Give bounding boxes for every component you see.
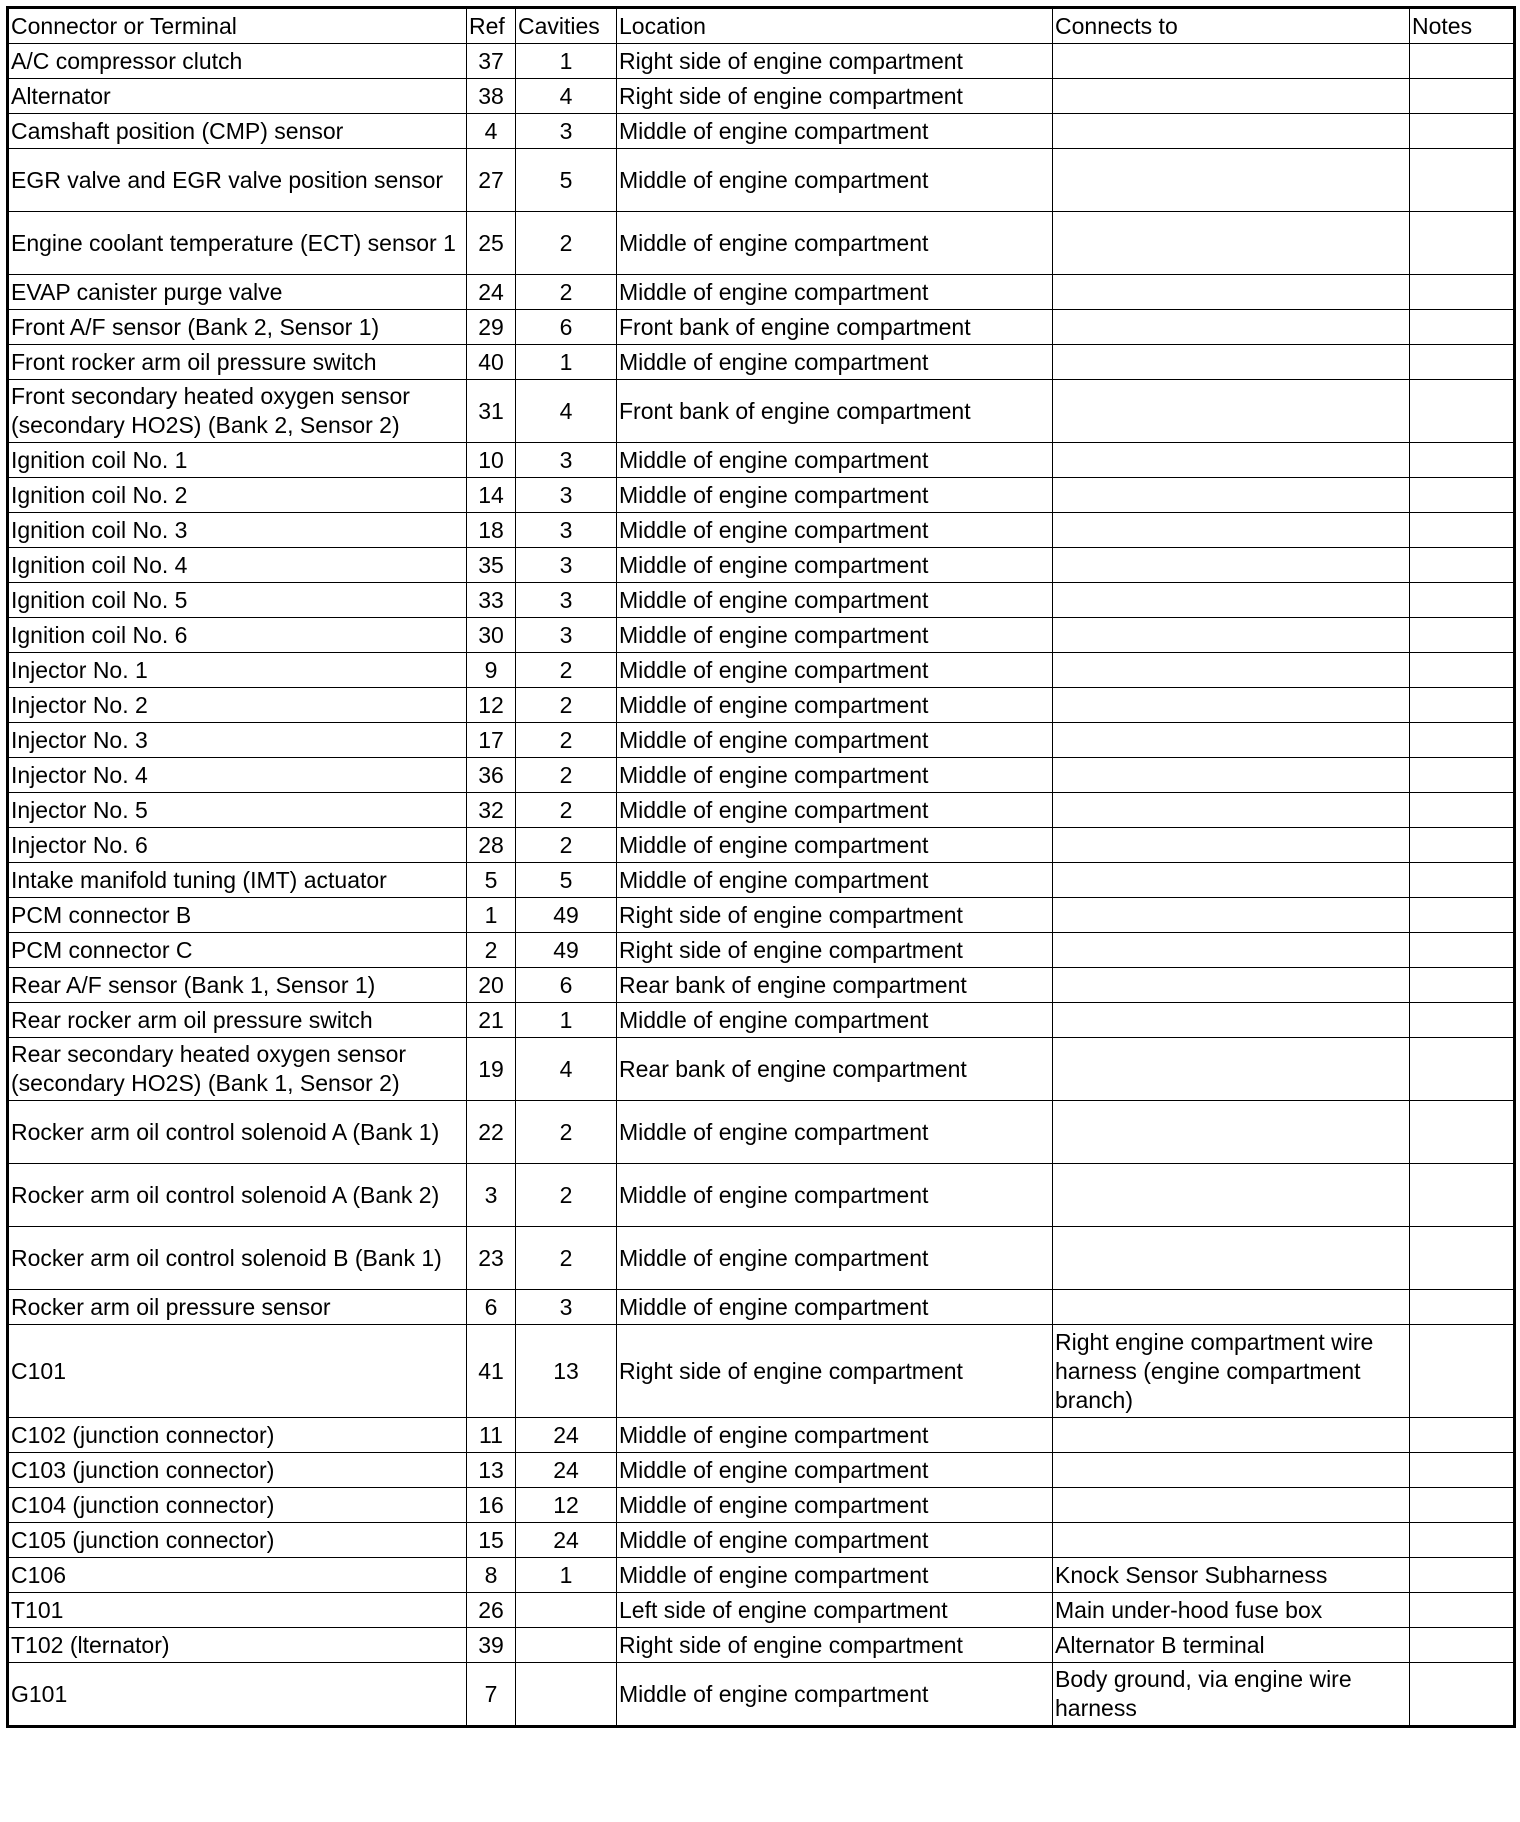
- cell-connects-to: [1053, 44, 1410, 79]
- cell-notes: [1410, 793, 1515, 828]
- cell-connects-to: [1053, 968, 1410, 1003]
- table-row: [8, 1593, 1515, 1628]
- cell-ref: 9: [467, 653, 516, 688]
- cell-location: Middle of engine compartment: [617, 1523, 1053, 1558]
- table-row: [8, 1003, 1515, 1038]
- table-row: [8, 933, 1515, 968]
- cell-connector: Rear rocker arm oil pressure switch: [8, 1003, 467, 1038]
- cell-notes: [1410, 1325, 1515, 1418]
- cell-location: Middle of engine compartment: [617, 114, 1053, 149]
- cell-connector: Front A/F sensor (Bank 2, Sensor 1): [8, 310, 467, 345]
- cell-location: Right side of engine compartment: [617, 1628, 1053, 1663]
- cell-notes: [1410, 478, 1515, 513]
- cell-cavities: 2: [516, 688, 617, 723]
- cell-notes: [1410, 44, 1515, 79]
- cell-cavities: 1: [516, 44, 617, 79]
- cell-connects-to: [1053, 758, 1410, 793]
- cell-notes: [1410, 653, 1515, 688]
- cell-connects-to: [1053, 1227, 1410, 1290]
- table-row: [8, 1038, 1515, 1101]
- table-row: [8, 149, 1515, 212]
- cell-connects-to: [1053, 79, 1410, 114]
- cell-ref: 17: [467, 723, 516, 758]
- cell-notes: [1410, 723, 1515, 758]
- cell-cavities: 2: [516, 212, 617, 275]
- cell-connector: Ignition coil No. 6: [8, 618, 467, 653]
- cell-notes: [1410, 1164, 1515, 1227]
- cell-connector: C106: [8, 1558, 467, 1593]
- cell-ref: 28: [467, 828, 516, 863]
- cell-location: Middle of engine compartment: [617, 688, 1053, 723]
- cell-connector: A/C compressor clutch: [8, 44, 467, 79]
- cell-connector: Rear secondary heated oxygen sensor (secondary HO2S) (Bank 1, Sensor 2): [8, 1038, 467, 1101]
- cell-notes: [1410, 1593, 1515, 1628]
- table-row: [8, 513, 1515, 548]
- cell-location: Middle of engine compartment: [617, 1164, 1053, 1227]
- table-row: [8, 44, 1515, 79]
- cell-cavities: 4: [516, 380, 617, 443]
- table-row: [8, 723, 1515, 758]
- cell-cavities: 6: [516, 968, 617, 1003]
- cell-notes: [1410, 1418, 1515, 1453]
- cell-connects-to: [1053, 1003, 1410, 1038]
- cell-ref: 35: [467, 548, 516, 583]
- cell-notes: [1410, 933, 1515, 968]
- cell-location: Middle of engine compartment: [617, 793, 1053, 828]
- cell-notes: [1410, 548, 1515, 583]
- table-row: [8, 828, 1515, 863]
- cell-notes: [1410, 1003, 1515, 1038]
- table-row: [8, 275, 1515, 310]
- table-row: [8, 548, 1515, 583]
- header-connects-to: Connects to: [1053, 8, 1410, 44]
- cell-ref: 20: [467, 968, 516, 1003]
- cell-connector: Ignition coil No. 5: [8, 583, 467, 618]
- cell-connector: C105 (junction connector): [8, 1523, 467, 1558]
- cell-connects-to: [1053, 149, 1410, 212]
- cell-location: Middle of engine compartment: [617, 1558, 1053, 1593]
- cell-cavities: 2: [516, 1227, 617, 1290]
- cell-ref: 3: [467, 1164, 516, 1227]
- cell-location: Front bank of engine compartment: [617, 380, 1053, 443]
- cell-ref: 1: [467, 898, 516, 933]
- cell-connector: Injector No. 2: [8, 688, 467, 723]
- table-row: [8, 478, 1515, 513]
- table-row: [8, 1523, 1515, 1558]
- cell-connector: PCM connector B: [8, 898, 467, 933]
- cell-cavities: [516, 1628, 617, 1663]
- table-row: [8, 1290, 1515, 1325]
- cell-location: Middle of engine compartment: [617, 513, 1053, 548]
- table-row: [8, 443, 1515, 478]
- cell-notes: [1410, 212, 1515, 275]
- cell-ref: 36: [467, 758, 516, 793]
- cell-location: Middle of engine compartment: [617, 1453, 1053, 1488]
- cell-connector: Alternator: [8, 79, 467, 114]
- cell-connector: Rear A/F sensor (Bank 1, Sensor 1): [8, 968, 467, 1003]
- cell-notes: [1410, 1101, 1515, 1164]
- cell-connects-to: Right engine compartment wire harness (engine compartment branch): [1053, 1325, 1410, 1418]
- cell-notes: [1410, 513, 1515, 548]
- cell-connects-to: [1053, 583, 1410, 618]
- cell-cavities: 49: [516, 933, 617, 968]
- cell-connector: T101: [8, 1593, 467, 1628]
- cell-cavities: 3: [516, 478, 617, 513]
- cell-notes: [1410, 583, 1515, 618]
- cell-connector: C103 (junction connector): [8, 1453, 467, 1488]
- cell-connector: Ignition coil No. 2: [8, 478, 467, 513]
- table-row: [8, 1164, 1515, 1227]
- cell-connects-to: [1053, 1418, 1410, 1453]
- cell-location: Right side of engine compartment: [617, 44, 1053, 79]
- cell-notes: [1410, 310, 1515, 345]
- cell-location: Right side of engine compartment: [617, 898, 1053, 933]
- cell-connects-to: [1053, 898, 1410, 933]
- cell-connector: Ignition coil No. 1: [8, 443, 467, 478]
- cell-connector: C102 (junction connector): [8, 1418, 467, 1453]
- table-row: [8, 380, 1515, 443]
- table-row: [8, 79, 1515, 114]
- cell-connector: Injector No. 5: [8, 793, 467, 828]
- cell-cavities: 2: [516, 1164, 617, 1227]
- cell-notes: [1410, 1558, 1515, 1593]
- cell-connects-to: [1053, 688, 1410, 723]
- cell-location: Middle of engine compartment: [617, 1488, 1053, 1523]
- cell-connects-to: Knock Sensor Subharness: [1053, 1558, 1410, 1593]
- table-row: [8, 583, 1515, 618]
- table-row: [8, 1453, 1515, 1488]
- cell-cavities: 3: [516, 443, 617, 478]
- cell-notes: [1410, 758, 1515, 793]
- cell-location: Rear bank of engine compartment: [617, 1038, 1053, 1101]
- table-row: [8, 114, 1515, 149]
- cell-ref: 4: [467, 114, 516, 149]
- cell-connects-to: [1053, 1523, 1410, 1558]
- cell-cavities: 3: [516, 1290, 617, 1325]
- cell-notes: [1410, 275, 1515, 310]
- table-row: [8, 1663, 1515, 1727]
- cell-ref: 32: [467, 793, 516, 828]
- cell-connects-to: [1053, 548, 1410, 583]
- cell-ref: 29: [467, 310, 516, 345]
- cell-location: Middle of engine compartment: [617, 828, 1053, 863]
- cell-cavities: 3: [516, 114, 617, 149]
- cell-cavities: 2: [516, 828, 617, 863]
- cell-connects-to: [1053, 1101, 1410, 1164]
- cell-notes: [1410, 1628, 1515, 1663]
- header-cavities: Cavities: [516, 8, 617, 44]
- cell-ref: 38: [467, 79, 516, 114]
- cell-connector: EGR valve and EGR valve position sensor: [8, 149, 467, 212]
- cell-notes: [1410, 114, 1515, 149]
- cell-connector: Camshaft position (CMP) sensor: [8, 114, 467, 149]
- cell-ref: 7: [467, 1663, 516, 1727]
- cell-location: Right side of engine compartment: [617, 79, 1053, 114]
- cell-notes: [1410, 898, 1515, 933]
- cell-connects-to: [1053, 1453, 1410, 1488]
- cell-connector: Engine coolant temperature (ECT) sensor 1: [8, 212, 467, 275]
- cell-connects-to: [1053, 793, 1410, 828]
- table-row: [8, 653, 1515, 688]
- cell-notes: [1410, 1453, 1515, 1488]
- cell-cavities: 3: [516, 583, 617, 618]
- cell-ref: 40: [467, 345, 516, 380]
- cell-cavities: 1: [516, 345, 617, 380]
- cell-ref: 39: [467, 1628, 516, 1663]
- cell-notes: [1410, 443, 1515, 478]
- cell-connector: Intake manifold tuning (IMT) actuator: [8, 863, 467, 898]
- cell-connects-to: [1053, 863, 1410, 898]
- cell-connector: Rocker arm oil control solenoid A (Bank 1): [8, 1101, 467, 1164]
- cell-location: Middle of engine compartment: [617, 618, 1053, 653]
- cell-cavities: 2: [516, 723, 617, 758]
- cell-location: Middle of engine compartment: [617, 1290, 1053, 1325]
- cell-connector: PCM connector C: [8, 933, 467, 968]
- cell-connects-to: [1053, 1290, 1410, 1325]
- cell-cavities: 3: [516, 618, 617, 653]
- table-row: [8, 345, 1515, 380]
- cell-cavities: 2: [516, 275, 617, 310]
- cell-connector: Rocker arm oil pressure sensor: [8, 1290, 467, 1325]
- cell-cavities: 5: [516, 149, 617, 212]
- cell-ref: 10: [467, 443, 516, 478]
- cell-notes: [1410, 618, 1515, 653]
- table-row: [8, 688, 1515, 723]
- cell-location: Front bank of engine compartment: [617, 310, 1053, 345]
- cell-location: Middle of engine compartment: [617, 583, 1053, 618]
- cell-notes: [1410, 1488, 1515, 1523]
- cell-cavities: 24: [516, 1418, 617, 1453]
- cell-notes: [1410, 1227, 1515, 1290]
- cell-location: Middle of engine compartment: [617, 863, 1053, 898]
- cell-cavities: 3: [516, 513, 617, 548]
- cell-connects-to: [1053, 478, 1410, 513]
- cell-ref: 26: [467, 1593, 516, 1628]
- header-connector: Connector or Terminal: [8, 8, 467, 44]
- cell-ref: 27: [467, 149, 516, 212]
- cell-ref: 15: [467, 1523, 516, 1558]
- cell-notes: [1410, 828, 1515, 863]
- table-row: [8, 1101, 1515, 1164]
- header-row: [8, 8, 1515, 44]
- cell-connector: Front secondary heated oxygen sensor (secondary HO2S) (Bank 2, Sensor 2): [8, 380, 467, 443]
- cell-cavities: 2: [516, 793, 617, 828]
- table-row: [8, 1558, 1515, 1593]
- cell-ref: 14: [467, 478, 516, 513]
- cell-connects-to: [1053, 310, 1410, 345]
- header-ref: Ref: [467, 8, 516, 44]
- cell-connects-to: [1053, 275, 1410, 310]
- cell-cavities: 1: [516, 1003, 617, 1038]
- cell-ref: 5: [467, 863, 516, 898]
- cell-notes: [1410, 1663, 1515, 1727]
- cell-connector: C104 (junction connector): [8, 1488, 467, 1523]
- cell-cavities: 2: [516, 758, 617, 793]
- cell-cavities: 6: [516, 310, 617, 345]
- cell-ref: 37: [467, 44, 516, 79]
- cell-cavities: 12: [516, 1488, 617, 1523]
- cell-connector: Injector No. 1: [8, 653, 467, 688]
- cell-ref: 6: [467, 1290, 516, 1325]
- cell-connector: Injector No. 4: [8, 758, 467, 793]
- table-row: [8, 758, 1515, 793]
- cell-connects-to: [1053, 443, 1410, 478]
- cell-connects-to: [1053, 618, 1410, 653]
- cell-connector: Front rocker arm oil pressure switch: [8, 345, 467, 380]
- cell-connects-to: [1053, 828, 1410, 863]
- cell-notes: [1410, 968, 1515, 1003]
- cell-location: Middle of engine compartment: [617, 1418, 1053, 1453]
- cell-ref: 2: [467, 933, 516, 968]
- cell-connects-to: Alternator B terminal: [1053, 1628, 1410, 1663]
- cell-location: Middle of engine compartment: [617, 345, 1053, 380]
- cell-notes: [1410, 688, 1515, 723]
- table-row: [8, 1488, 1515, 1523]
- cell-notes: [1410, 1523, 1515, 1558]
- cell-connects-to: [1053, 345, 1410, 380]
- cell-notes: [1410, 1290, 1515, 1325]
- table-row: [8, 618, 1515, 653]
- cell-cavities: 3: [516, 548, 617, 583]
- cell-connector: Rocker arm oil control solenoid A (Bank 2): [8, 1164, 467, 1227]
- cell-location: Middle of engine compartment: [617, 478, 1053, 513]
- table-row: [8, 212, 1515, 275]
- cell-cavities: 24: [516, 1523, 617, 1558]
- cell-location: Middle of engine compartment: [617, 1227, 1053, 1290]
- cell-ref: 25: [467, 212, 516, 275]
- cell-location: Middle of engine compartment: [617, 149, 1053, 212]
- cell-connects-to: [1053, 380, 1410, 443]
- cell-notes: [1410, 79, 1515, 114]
- cell-notes: [1410, 149, 1515, 212]
- table-row: [8, 793, 1515, 828]
- cell-connects-to: [1053, 1488, 1410, 1523]
- cell-ref: 11: [467, 1418, 516, 1453]
- cell-ref: 22: [467, 1101, 516, 1164]
- cell-ref: 8: [467, 1558, 516, 1593]
- cell-cavities: [516, 1593, 617, 1628]
- cell-location: Middle of engine compartment: [617, 653, 1053, 688]
- cell-connects-to: [1053, 1038, 1410, 1101]
- table-row: [8, 1325, 1515, 1418]
- cell-connector: Ignition coil No. 4: [8, 548, 467, 583]
- cell-connects-to: Main under-hood fuse box: [1053, 1593, 1410, 1628]
- cell-ref: 13: [467, 1453, 516, 1488]
- cell-ref: 12: [467, 688, 516, 723]
- table-row: [8, 863, 1515, 898]
- cell-cavities: [516, 1663, 617, 1727]
- cell-cavities: 13: [516, 1325, 617, 1418]
- cell-ref: 19: [467, 1038, 516, 1101]
- cell-location: Middle of engine compartment: [617, 548, 1053, 583]
- cell-notes: [1410, 345, 1515, 380]
- cell-cavities: 49: [516, 898, 617, 933]
- cell-location: Middle of engine compartment: [617, 758, 1053, 793]
- cell-cavities: 2: [516, 653, 617, 688]
- cell-notes: [1410, 380, 1515, 443]
- cell-location: Middle of engine compartment: [617, 1003, 1053, 1038]
- cell-connector: EVAP canister purge valve: [8, 275, 467, 310]
- cell-connector: C101: [8, 1325, 467, 1418]
- table-row: [8, 310, 1515, 345]
- cell-location: Right side of engine compartment: [617, 933, 1053, 968]
- cell-connector: T102 (lternator): [8, 1628, 467, 1663]
- cell-connects-to: [1053, 212, 1410, 275]
- cell-location: Middle of engine compartment: [617, 723, 1053, 758]
- cell-ref: 33: [467, 583, 516, 618]
- table-row: [8, 898, 1515, 933]
- cell-cavities: 24: [516, 1453, 617, 1488]
- cell-connects-to: [1053, 114, 1410, 149]
- cell-cavities: 4: [516, 79, 617, 114]
- cell-connects-to: [1053, 653, 1410, 688]
- cell-connects-to: Body ground, via engine wire harness: [1053, 1663, 1410, 1727]
- cell-location: Middle of engine compartment: [617, 212, 1053, 275]
- cell-cavities: 5: [516, 863, 617, 898]
- cell-connects-to: [1053, 933, 1410, 968]
- table-row: [8, 1628, 1515, 1663]
- cell-cavities: 2: [516, 1101, 617, 1164]
- cell-notes: [1410, 863, 1515, 898]
- cell-notes: [1410, 1038, 1515, 1101]
- cell-location: Right side of engine compartment: [617, 1325, 1053, 1418]
- cell-location: Middle of engine compartment: [617, 1101, 1053, 1164]
- table-row: [8, 1227, 1515, 1290]
- table-body: [8, 44, 1515, 1727]
- cell-location: Middle of engine compartment: [617, 1663, 1053, 1727]
- cell-location: Left side of engine compartment: [617, 1593, 1053, 1628]
- cell-location: Middle of engine compartment: [617, 275, 1053, 310]
- table-row: [8, 968, 1515, 1003]
- cell-ref: 31: [467, 380, 516, 443]
- table-row: [8, 1418, 1515, 1453]
- cell-ref: 23: [467, 1227, 516, 1290]
- cell-ref: 16: [467, 1488, 516, 1523]
- cell-ref: 24: [467, 275, 516, 310]
- cell-connector: Rocker arm oil control solenoid B (Bank 1): [8, 1227, 467, 1290]
- cell-cavities: 4: [516, 1038, 617, 1101]
- header-location: Location: [617, 8, 1053, 44]
- cell-connects-to: [1053, 1164, 1410, 1227]
- cell-cavities: 1: [516, 1558, 617, 1593]
- cell-ref: 21: [467, 1003, 516, 1038]
- cell-ref: 30: [467, 618, 516, 653]
- cell-connects-to: [1053, 723, 1410, 758]
- cell-connector: Ignition coil No. 3: [8, 513, 467, 548]
- cell-connector: Injector No. 6: [8, 828, 467, 863]
- cell-connector: G101: [8, 1663, 467, 1727]
- connector-table: [6, 6, 1516, 1728]
- cell-connects-to: [1053, 513, 1410, 548]
- cell-ref: 41: [467, 1325, 516, 1418]
- cell-connector: Injector No. 3: [8, 723, 467, 758]
- header-notes: Notes: [1410, 8, 1515, 44]
- cell-location: Middle of engine compartment: [617, 443, 1053, 478]
- cell-ref: 18: [467, 513, 516, 548]
- cell-location: Rear bank of engine compartment: [617, 968, 1053, 1003]
